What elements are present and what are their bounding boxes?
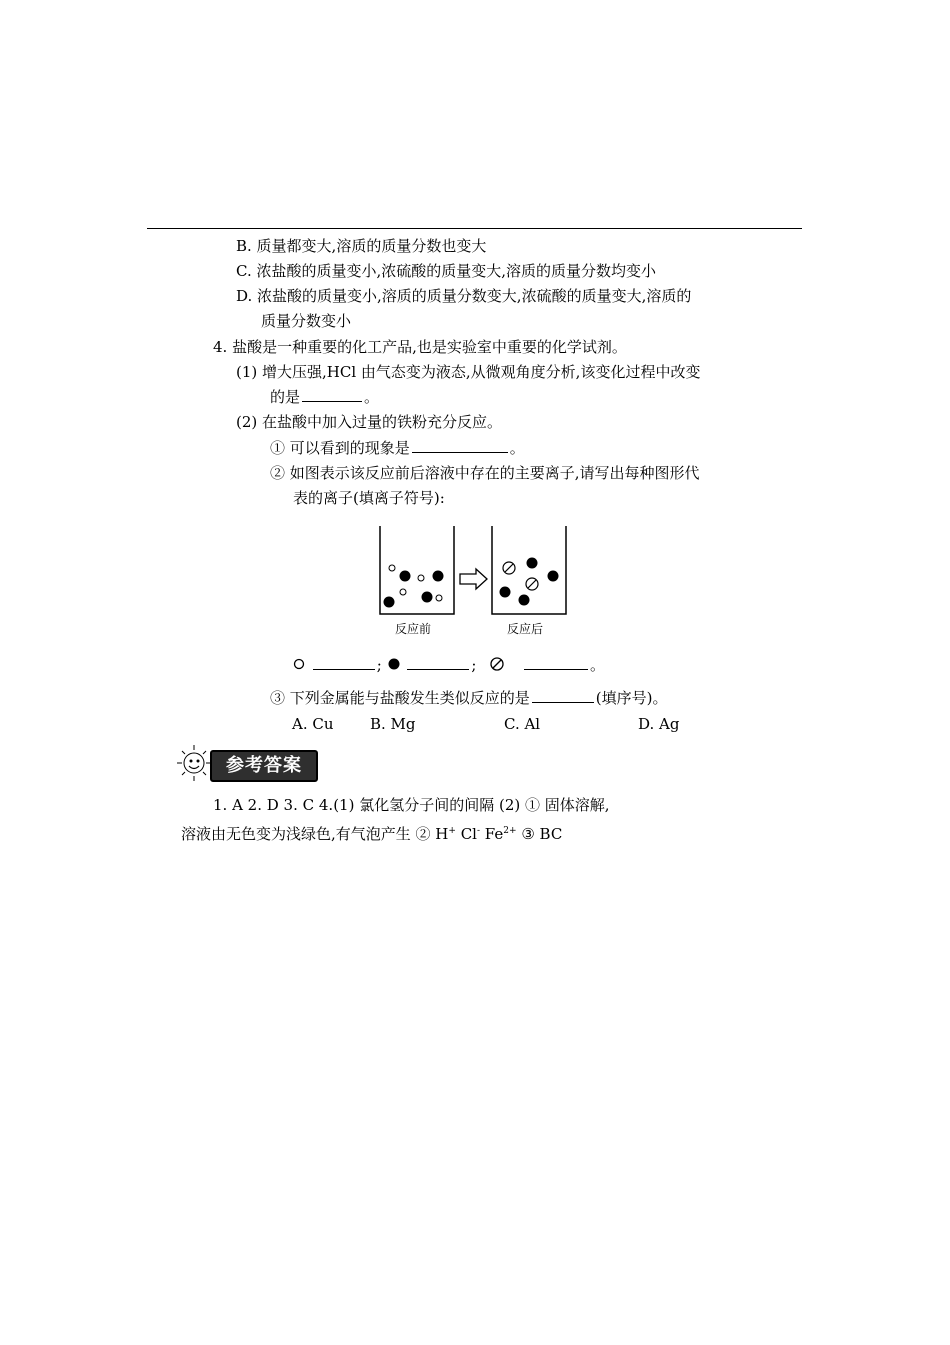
q3-option-d-line1: D. 浓盐酸的质量变小,溶质的质量分数变大,浓硫酸的质量变大,溶质的 [236, 287, 692, 305]
answer-badge [174, 741, 324, 787]
q4-sub1 [270, 438, 525, 458]
q4-part1-line2 [270, 387, 379, 407]
q4-part1-period: 。 [364, 388, 380, 406]
q4-part1-text: 的是 [270, 388, 301, 406]
answer-blank-3[interactable] [532, 688, 594, 703]
striped-ion [526, 578, 538, 590]
legend-separator-1: ; [376, 656, 382, 674]
answer-blank-1[interactable] [302, 387, 362, 402]
solid-ion [400, 571, 411, 582]
hollow-ion [400, 589, 406, 595]
answer-line-2-c: Fe [480, 825, 504, 843]
solid-circle-icon [387, 656, 401, 676]
legend-separator-2: ; [471, 656, 477, 674]
ions-before [384, 565, 444, 608]
option-a: A. Cu [292, 715, 334, 733]
answer-blank-2[interactable] [412, 438, 508, 453]
sup-fe: 2+ [503, 826, 517, 836]
hollow-ion [389, 565, 395, 571]
sup-h: + [448, 826, 456, 836]
q4-part1-line1: (1) 增大压强,HCl 由气态变为液态,从微观角度分析,该变化过程中改变 [236, 363, 701, 381]
answer-line-1: 1. A 2. D 3. C 4.(1) 氯化氢分子间的间隔 (2) ① 固体溶解, [213, 796, 610, 814]
answer-line-2-a: 溶液由无色变为浅绿色,有气泡产生 ② H [181, 825, 449, 843]
sup-cl: - [476, 826, 481, 836]
solid-ion [527, 558, 538, 569]
answer-blank-hollow[interactable] [313, 655, 375, 670]
answer-badge-label: 参考答案 [210, 750, 318, 782]
solid-ion [422, 592, 433, 603]
q4-stem: 4. 盐酸是一种重要的化工产品,也是实验室中重要的化学试剂。 [213, 338, 627, 356]
hollow-ion [436, 595, 442, 601]
answer-blank-striped[interactable] [524, 655, 588, 670]
q4-sub3-text: ③ 下列金属能与盐酸发生类似反应的是 [270, 689, 530, 707]
solid-ion [433, 571, 444, 582]
q3-option-d-line2: 质量分数变小 [261, 312, 352, 330]
q4-sub3-hint: (填序号)。 [595, 689, 668, 707]
legend-end: 。 [590, 656, 606, 674]
hollow-ion [418, 575, 424, 581]
option-c: C. Al [504, 715, 541, 733]
caption-after: 反应后 [507, 622, 544, 636]
q4-sub2-line2: 表的离子(填离子符号): [293, 489, 445, 507]
option-d: D. Ag [638, 715, 680, 733]
q4-sub3 [270, 688, 668, 708]
sun-mascot-icon [174, 741, 214, 787]
solid-ion [384, 597, 395, 608]
answer-blank-solid[interactable] [407, 655, 469, 670]
reaction-figure [370, 522, 580, 640]
striped-circle-icon [489, 656, 505, 677]
solid-ion [500, 587, 511, 598]
header-rule [147, 228, 802, 229]
solid-ion [548, 571, 559, 582]
q3-option-c: C. 浓盐酸的质量变小,浓硫酸的质量变大,溶质的质量分数均变小 [236, 262, 657, 280]
caption-before: 反应前 [395, 622, 432, 636]
answer-line-2 [181, 821, 562, 844]
q4-sub1-period: 。 [509, 439, 525, 457]
beaker-diagram [370, 522, 580, 622]
ions-after [500, 558, 559, 606]
arrow-icon [460, 569, 487, 589]
q4-sub1-text: ① 可以看到的现象是 [270, 439, 410, 457]
solid-ion [519, 595, 530, 606]
q4-sub2-line1: ② 如图表示该反应前后溶液中存在的主要离子,请写出每种图形代 [270, 464, 700, 482]
q4-part2: (2) 在盐酸中加入过量的铁粉充分反应。 [236, 413, 503, 431]
answer-line-2-b: Cl [455, 825, 477, 843]
ion-legend [292, 655, 605, 677]
striped-ion [503, 562, 515, 574]
q3-option-b: B. 质量都变大,溶质的质量分数也变大 [236, 237, 487, 255]
option-b: B. Mg [370, 715, 416, 733]
answer-line-2-d: ③ BC [516, 825, 563, 843]
hollow-circle-icon [292, 656, 306, 676]
